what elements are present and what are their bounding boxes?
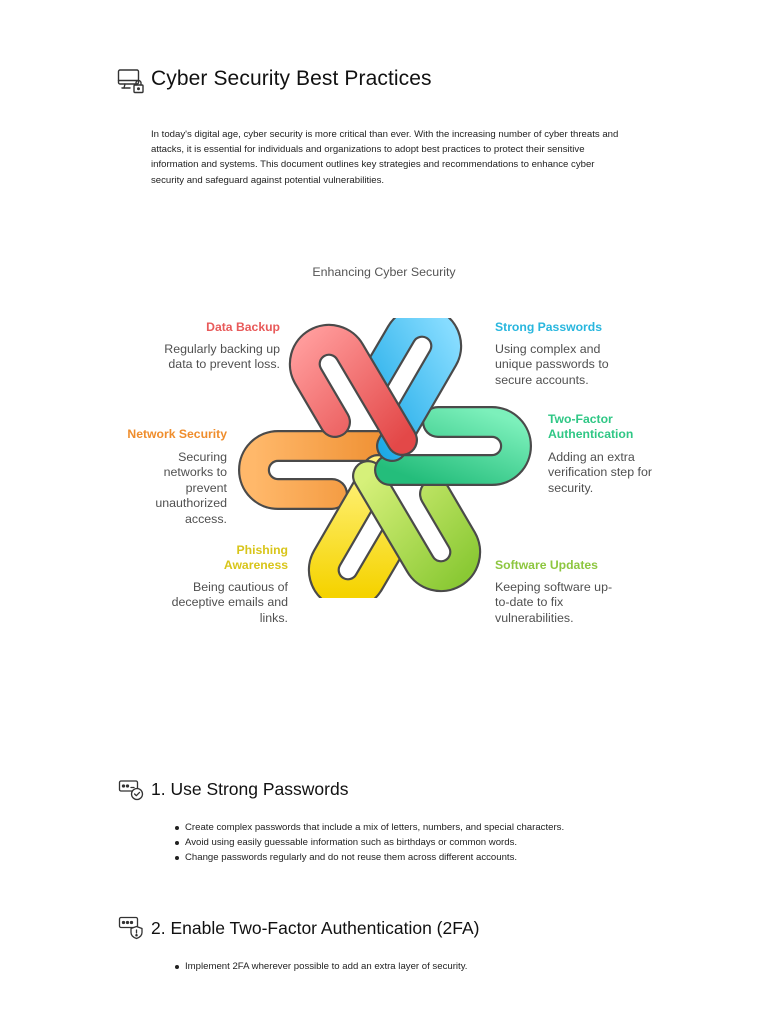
list-item: Avoid using easily guessable information such as birthdays or common words. xyxy=(174,835,594,850)
list-item: Change passwords regularly and do not reuse them across different accounts. xyxy=(174,850,594,865)
desc-two-factor-authentication: Adding an extra verification step for security. xyxy=(548,450,652,495)
desc-data-backup: Regularly backing up data to prevent loss. xyxy=(164,342,280,372)
desc-network-security: Securing networks to prevent unauthorized access. xyxy=(155,450,227,526)
label-software-updates: Software Updates xyxy=(495,558,598,572)
label-phishing-awareness: Phishing Awareness xyxy=(223,543,288,572)
desc-strong-passwords: Using complex and unique passwords to secure accounts. xyxy=(495,342,609,387)
password-check-icon xyxy=(118,779,144,801)
password-alert-icon xyxy=(118,916,144,940)
label-two-factor-authentication: Two-Factor Authentication xyxy=(548,412,634,441)
label-strong-passwords: Strong Passwords xyxy=(495,320,603,334)
list-item: Create complex passwords that include a mix of letters, numbers, and special characters. xyxy=(174,820,594,835)
list-item: Implement 2FA wherever possible to add an extra layer of security. xyxy=(174,959,594,974)
bullet-list-two-factor-authentication xyxy=(174,959,594,974)
bullet-list-strong-passwords xyxy=(174,820,594,866)
desc-phishing-awareness: Being cautious of deceptive emails and links. xyxy=(171,580,288,625)
diagram-title: Enhancing Cyber Security xyxy=(312,265,456,279)
section-heading-two-factor-authentication: 2. Enable Two-Factor Authentication (2FA) xyxy=(151,918,480,938)
monitor-lock-icon xyxy=(117,67,145,95)
section-heading-strong-passwords: 1. Use Strong Passwords xyxy=(151,779,349,799)
page-title: Cyber Security Best Practices xyxy=(151,67,432,90)
intro-paragraph: In today's digital age, cyber security is more critical than ever. With the increasing number of cyber threats and attacks, it is essential for individuals and organizations to adopt best practices to protect their sensitive information and systems. This document outlines key strategies and recommendations to enhance cyber security and safeguard against potential vulnerabilities. xyxy=(151,129,619,186)
desc-software-updates: Keeping software up-to-date to fix vulnerabilities. xyxy=(495,580,613,625)
label-network-security: Network Security xyxy=(127,427,227,441)
label-data-backup: Data Backup xyxy=(206,320,280,334)
